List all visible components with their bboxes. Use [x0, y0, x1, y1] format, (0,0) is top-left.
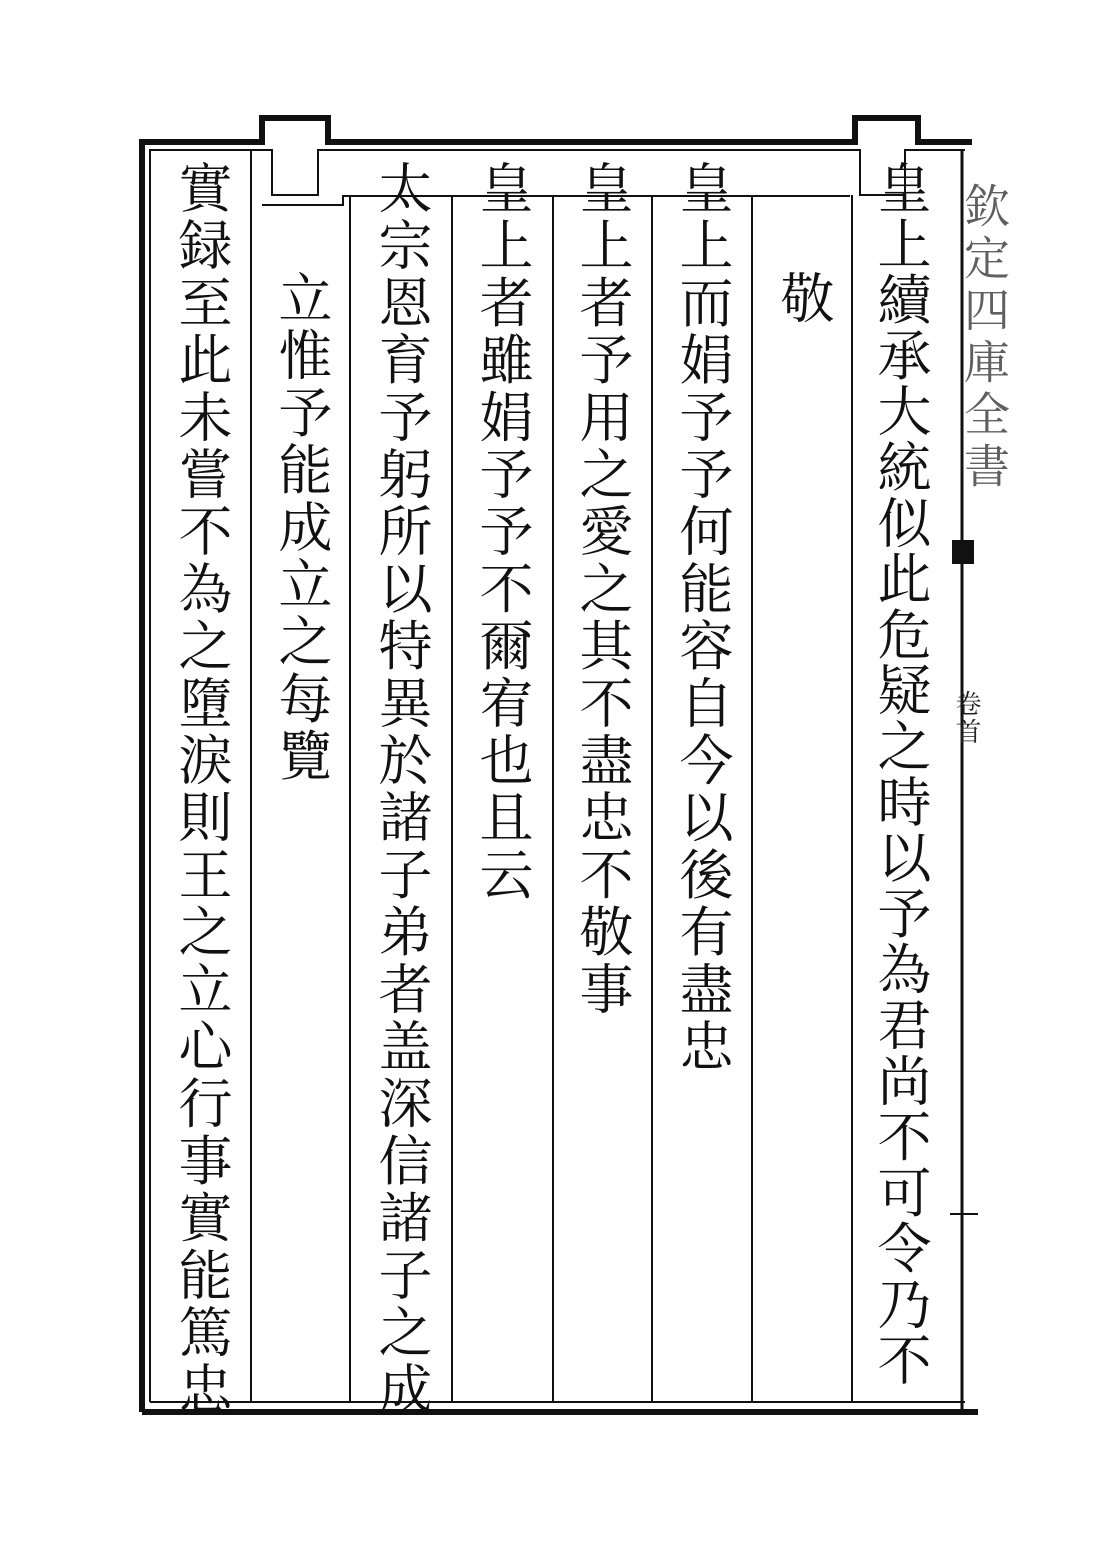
text-column-3: 皇上而娟予予何能容自今以後有盡忠 [671, 160, 734, 1076]
text-column-5: 皇上者雖娟予予不爾宥也且云 [471, 160, 534, 904]
margin-juan-label: 卷首 [951, 690, 981, 746]
text-column-8: 實録至此未嘗不為之墮淚則王之立心行事實能篤忠 [170, 160, 233, 1419]
text-column-4: 皇上者予用之愛之其不盡忠不敬事 [571, 160, 634, 1018]
text-column-2: 敬 [772, 270, 835, 328]
fishtail-block [952, 540, 974, 564]
margin-title: 欽定四庫全書 [957, 182, 1011, 494]
outer-border [142, 118, 972, 1412]
text-column-7: 立惟予能成立之每覽 [270, 270, 333, 785]
text-column-1: 皇上續承大統似此危疑之時以予為君尚不可令乃不 [869, 160, 932, 1388]
text-column-6: 太宗恩育予躬所以特異於諸子弟者盖深信諸子之成 [370, 160, 433, 1419]
